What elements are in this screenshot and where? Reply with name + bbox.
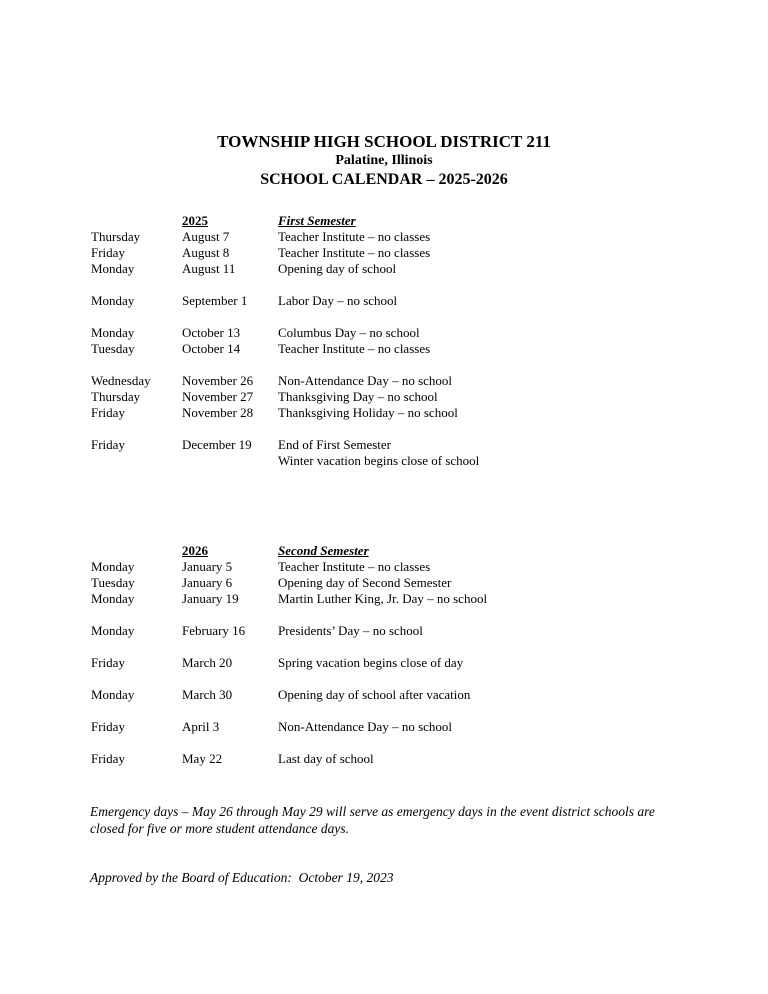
row-description: Thanksgiving Holiday – no school xyxy=(278,405,458,420)
row-day: Thursday xyxy=(91,229,141,244)
row-description: Last day of school xyxy=(278,751,374,766)
row-day: Tuesday xyxy=(91,341,135,356)
row-description: Presidents’ Day – no school xyxy=(278,623,423,638)
row-description: Columbus Day – no school xyxy=(278,325,420,340)
calendar-section-second-semester xyxy=(91,543,738,767)
calendar-row xyxy=(91,751,738,767)
row-day: Thursday xyxy=(91,389,141,404)
calendar-row xyxy=(91,655,738,671)
calendar-row xyxy=(91,325,738,341)
calendar-row-group xyxy=(91,719,738,735)
row-description: Teacher Institute – no classes xyxy=(278,229,431,244)
row-day: Wednesday xyxy=(91,373,151,388)
calendar-row xyxy=(91,719,738,735)
calendar-row-group xyxy=(91,229,738,277)
calendar-row xyxy=(91,245,738,261)
approval-note: Approved by the Board of Education: October 19, 2023 xyxy=(90,870,394,885)
calendar-row xyxy=(91,373,738,389)
row-description: Teacher Institute – no classes xyxy=(278,559,431,574)
row-date: January 19 xyxy=(182,591,239,606)
calendar-row-group xyxy=(91,373,738,421)
row-day: Monday xyxy=(91,325,135,340)
row-date: December 19 xyxy=(182,437,252,452)
row-day: Monday xyxy=(91,687,135,702)
calendar-row xyxy=(91,341,738,357)
row-date: March 30 xyxy=(182,687,233,702)
section-year-header: 2025 xyxy=(182,213,208,228)
row-description: Spring vacation begins close of day xyxy=(278,655,464,670)
row-date: November 28 xyxy=(182,405,254,420)
calendar-row xyxy=(91,229,738,245)
calendar-row-group xyxy=(91,437,738,469)
row-day: Friday xyxy=(91,751,125,766)
calendar-row-group xyxy=(91,325,738,357)
calendar-row xyxy=(91,389,738,405)
row-date: February 16 xyxy=(182,623,246,638)
row-day xyxy=(91,453,182,469)
row-description: Teacher Institute – no classes xyxy=(278,245,431,260)
row-date: October 13 xyxy=(182,325,241,340)
row-day xyxy=(91,543,182,559)
emergency-note-line: Emergency days – May 26 through May 29 will serve as emergency days in the event district schools are xyxy=(90,804,655,819)
row-description: Martin Luther King, Jr. Day – no school xyxy=(278,591,488,606)
section-header-row xyxy=(91,543,738,559)
row-description: Thanksgiving Day – no school xyxy=(278,389,438,404)
emergency-note-line: closed for five or more student attendance days. xyxy=(90,821,349,836)
section-year-header: 2026 xyxy=(182,543,208,558)
page-title: TOWNSHIP HIGH SCHOOL DISTRICT 211 xyxy=(217,132,551,151)
calendar-section-first-semester xyxy=(91,213,738,469)
row-date: January 6 xyxy=(182,575,233,590)
row-date: April 3 xyxy=(182,719,220,734)
row-day: Friday xyxy=(91,655,125,670)
section-semester-header: First Semester xyxy=(278,213,356,228)
calendar-row xyxy=(91,405,738,421)
row-description: Opening day of school after vacation xyxy=(278,687,471,702)
page-location: Palatine, Illinois xyxy=(335,153,433,168)
row-description: End of First Semester xyxy=(278,437,392,452)
row-day: Friday xyxy=(91,437,125,452)
row-date: March 20 xyxy=(182,655,233,670)
row-day: Friday xyxy=(91,719,125,734)
row-description: Winter vacation begins close of school xyxy=(278,453,480,468)
calendar-row xyxy=(91,453,738,469)
row-date: August 11 xyxy=(182,261,236,276)
calendar-title: SCHOOL CALENDAR – 2025-2026 xyxy=(260,171,508,188)
calendar-row-group xyxy=(91,751,738,767)
row-date: January 5 xyxy=(182,559,233,574)
row-date: September 1 xyxy=(182,293,248,308)
row-description: Non-Attendance Day – no school xyxy=(278,373,453,388)
calendar-row-group xyxy=(91,623,738,639)
row-description: Opening day of school xyxy=(278,261,397,276)
calendar-row xyxy=(91,591,738,607)
row-date: November 26 xyxy=(182,373,254,388)
row-date: May 22 xyxy=(182,751,223,766)
calendar-row xyxy=(91,559,738,575)
row-day: Monday xyxy=(91,591,135,606)
row-date: October 14 xyxy=(182,341,241,356)
calendar-row xyxy=(91,437,738,453)
row-description: Opening day of Second Semester xyxy=(278,575,452,590)
row-date: August 7 xyxy=(182,229,230,244)
emergency-days-note xyxy=(90,803,675,837)
calendar-row-group xyxy=(91,293,738,309)
section-semester-header: Second Semester xyxy=(278,543,369,558)
calendar-row xyxy=(91,575,738,591)
calendar-row-group xyxy=(91,687,738,703)
calendar-row xyxy=(91,261,738,277)
section-header-row xyxy=(91,213,738,229)
row-day: Friday xyxy=(91,245,125,260)
row-day: Tuesday xyxy=(91,575,135,590)
row-day: Friday xyxy=(91,405,125,420)
row-day: Monday xyxy=(91,261,135,276)
calendar-row xyxy=(91,293,738,309)
row-date: August 8 xyxy=(182,245,230,260)
calendar-row xyxy=(91,623,738,639)
row-date xyxy=(182,453,278,469)
row-day: Monday xyxy=(91,293,135,308)
calendar-row-group xyxy=(91,559,738,607)
row-day: Monday xyxy=(91,623,135,638)
calendar-row xyxy=(91,687,738,703)
calendar-row-group xyxy=(91,655,738,671)
row-description: Non-Attendance Day – no school xyxy=(278,719,453,734)
document-header xyxy=(0,132,768,190)
row-day: Monday xyxy=(91,559,135,574)
row-date: November 27 xyxy=(182,389,254,404)
row-description: Teacher Institute – no classes xyxy=(278,341,431,356)
row-day xyxy=(91,213,182,229)
row-description: Labor Day – no school xyxy=(278,293,398,308)
